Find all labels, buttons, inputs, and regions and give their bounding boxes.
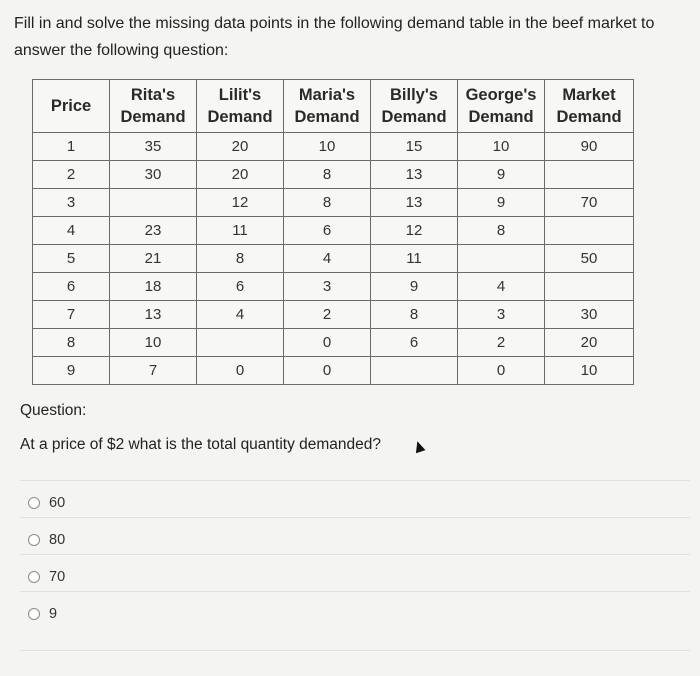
option-label: 9 [49, 606, 58, 622]
cell-rita: 10 [110, 329, 197, 357]
cell-market: 50 [545, 245, 634, 273]
table-row [33, 329, 634, 357]
cell-price: 7 [33, 301, 110, 329]
option-label: 60 [49, 495, 66, 511]
cell-billy: 9 [371, 273, 458, 301]
option-label: 80 [49, 532, 66, 548]
cell-maria: 10 [284, 133, 371, 161]
table-row [33, 245, 634, 273]
cell-market: 20 [545, 329, 634, 357]
cell-price: 4 [33, 217, 110, 245]
header-market-demand: Market Demand [545, 80, 634, 133]
cell-maria: 0 [284, 357, 371, 385]
header-price: Price [33, 80, 110, 133]
radio-button-icon[interactable] [28, 497, 40, 509]
cell-billy: 15 [371, 133, 458, 161]
cell-lilit: 12 [197, 189, 284, 217]
header-ritas-demand: Rita's Demand [110, 80, 197, 133]
divider [20, 650, 690, 651]
cell-lilit [197, 329, 284, 357]
table-body [33, 133, 634, 385]
cell-george: 0 [458, 357, 545, 385]
header-lilits-demand: Lilit's Demand [197, 80, 284, 133]
table-header-row [33, 80, 634, 133]
cell-george: 8 [458, 217, 545, 245]
cell-market: 70 [545, 189, 634, 217]
cell-billy: 12 [371, 217, 458, 245]
radio-button-icon[interactable] [28, 608, 40, 620]
cell-george: 4 [458, 273, 545, 301]
radio-button-icon[interactable] [28, 571, 40, 583]
cell-rita: 7 [110, 357, 197, 385]
table-row [33, 217, 634, 245]
table-row [33, 189, 634, 217]
cell-lilit: 11 [197, 217, 284, 245]
cell-market: 90 [545, 133, 634, 161]
cell-billy: 13 [371, 189, 458, 217]
table-row [33, 357, 634, 385]
option-label: 70 [49, 569, 66, 585]
cell-rita: 30 [110, 161, 197, 189]
cell-market: 10 [545, 357, 634, 385]
cell-price: 2 [33, 161, 110, 189]
cell-maria: 8 [284, 161, 371, 189]
header-georges-demand: George's Demand [458, 80, 545, 133]
cell-maria: 8 [284, 189, 371, 217]
cell-lilit: 6 [197, 273, 284, 301]
cell-lilit: 0 [197, 357, 284, 385]
cell-billy: 11 [371, 245, 458, 273]
option-9[interactable] [20, 591, 690, 636]
radio-button-icon[interactable] [28, 534, 40, 546]
cell-george: 2 [458, 329, 545, 357]
cell-lilit: 8 [197, 245, 284, 273]
cell-rita: 18 [110, 273, 197, 301]
cell-price: 1 [33, 133, 110, 161]
cell-billy [371, 357, 458, 385]
cell-lilit: 4 [197, 301, 284, 329]
cell-lilit: 20 [197, 133, 284, 161]
cell-price: 6 [33, 273, 110, 301]
cell-rita: 13 [110, 301, 197, 329]
cell-maria: 6 [284, 217, 371, 245]
cell-price: 5 [33, 245, 110, 273]
cell-rita [110, 189, 197, 217]
header-billys-demand: Billy's Demand [371, 80, 458, 133]
cell-billy: 8 [371, 301, 458, 329]
mouse-cursor-icon [413, 440, 426, 454]
table-row [33, 133, 634, 161]
cell-maria: 2 [284, 301, 371, 329]
question-heading: Question: [20, 402, 87, 419]
cell-market: 30 [545, 301, 634, 329]
cell-rita: 23 [110, 217, 197, 245]
cell-lilit: 20 [197, 161, 284, 189]
cell-george: 10 [458, 133, 545, 161]
header-marias-demand: Maria's Demand [284, 80, 371, 133]
cell-maria: 4 [284, 245, 371, 273]
cell-billy: 13 [371, 161, 458, 189]
cell-george: 3 [458, 301, 545, 329]
cell-george: 9 [458, 161, 545, 189]
cell-market [545, 161, 634, 189]
cell-market [545, 217, 634, 245]
instructions-text: Fill in and solve the missing data points in the following demand table in the beef market to answer the following question: [14, 15, 655, 59]
cell-rita: 35 [110, 133, 197, 161]
table-row [33, 273, 634, 301]
cell-price: 9 [33, 357, 110, 385]
cell-maria: 0 [284, 329, 371, 357]
demand-table [32, 79, 634, 385]
table-row [33, 301, 634, 329]
cell-george [458, 245, 545, 273]
cell-price: 8 [33, 329, 110, 357]
cell-price: 3 [33, 189, 110, 217]
question-text: At a price of $2 what is the total quantity demanded? [20, 436, 382, 453]
cell-rita: 21 [110, 245, 197, 273]
cell-maria: 3 [284, 273, 371, 301]
cell-george: 9 [458, 189, 545, 217]
cell-billy: 6 [371, 329, 458, 357]
table-row [33, 161, 634, 189]
cell-market [545, 273, 634, 301]
